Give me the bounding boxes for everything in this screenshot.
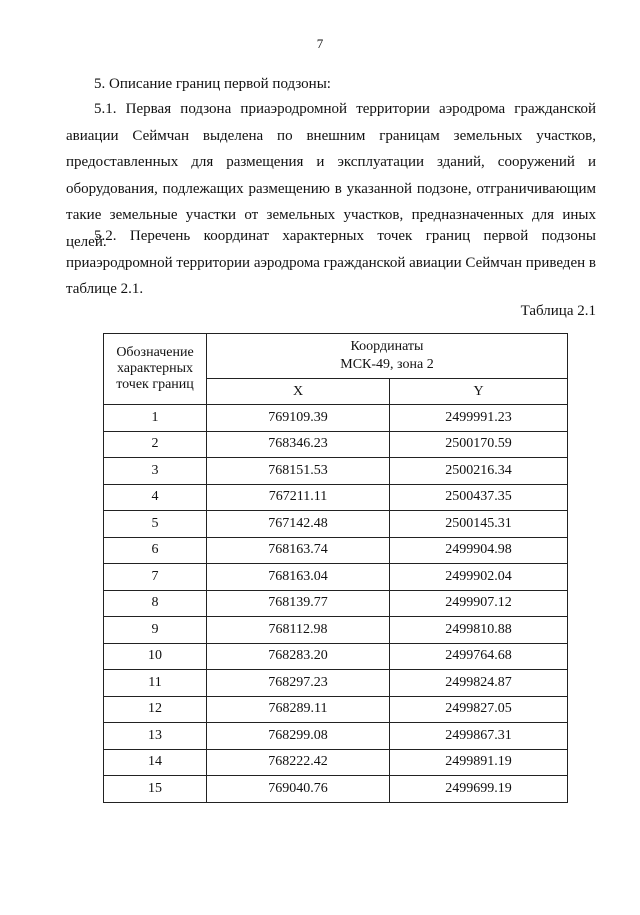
coordinates-table: [103, 333, 568, 803]
cell-point: 14: [104, 749, 207, 776]
table-row: [104, 511, 568, 538]
cell-y: 2499891.19: [390, 749, 568, 776]
cell-y: 2500145.31: [390, 511, 568, 538]
table-row: [104, 458, 568, 485]
cell-x: 769040.76: [207, 776, 390, 803]
table-row: [104, 749, 568, 776]
cell-y: 2500437.35: [390, 484, 568, 511]
cell-x: 768163.04: [207, 564, 390, 591]
cell-point: 3: [104, 458, 207, 485]
header-coordinates-title: Координаты: [350, 339, 424, 354]
table-row: [104, 617, 568, 644]
header-y: Y: [390, 379, 568, 405]
page-number: 7: [316, 36, 324, 51]
paragraph-5-2: 5.2. Перечень координат характерных точек границ первой подзоны приаэродромной территории аэродрома гражданской авиации Сеймчан приведен в таблице 2.1.: [66, 228, 596, 297]
cell-point: 9: [104, 617, 207, 644]
section-heading: 5. Описание границ первой подзоны:: [94, 76, 331, 92]
cell-y: 2499824.87: [390, 670, 568, 697]
cell-y: 2499699.19: [390, 776, 568, 803]
cell-y: 2499764.68: [390, 643, 568, 670]
table-row: [104, 484, 568, 511]
table-row: [104, 670, 568, 697]
cell-point: 2: [104, 431, 207, 458]
cell-y: 2499867.31: [390, 723, 568, 750]
paragraph-5-1: 5.1. Первая подзона приаэродромной территории аэродрома гражданской авиации Сеймчан выделена по внешним границам земельных участков, предоставленных для размещения и эксплуатации зданий, сооружений и оборудования, подлежащих размещению в указанной подзоне, отграничивающим такие земельные участки от земельных участков, предназначенных для иных целей.: [66, 101, 596, 250]
cell-x: 767142.48: [207, 511, 390, 538]
cell-point: 8: [104, 590, 207, 617]
cell-y: 2499991.23: [390, 405, 568, 432]
cell-x: 768222.42: [207, 749, 390, 776]
cell-x: 768289.11: [207, 696, 390, 723]
cell-y: 2500170.59: [390, 431, 568, 458]
cell-point: 6: [104, 537, 207, 564]
cell-y: 2500216.34: [390, 458, 568, 485]
cell-point: 13: [104, 723, 207, 750]
cell-x: 768139.77: [207, 590, 390, 617]
cell-y: 2499907.12: [390, 590, 568, 617]
cell-x: 768299.08: [207, 723, 390, 750]
table-row: [104, 537, 568, 564]
cell-y: 2499810.88: [390, 617, 568, 644]
cell-x: 768297.23: [207, 670, 390, 697]
cell-point: 7: [104, 564, 207, 591]
cell-x: 768163.74: [207, 537, 390, 564]
cell-y: 2499827.05: [390, 696, 568, 723]
cell-x: 767211.11: [207, 484, 390, 511]
cell-y: 2499902.04: [390, 564, 568, 591]
table-row: [104, 696, 568, 723]
table-row: [104, 564, 568, 591]
header-coordinate-system: МСК-49, зона 2: [340, 357, 434, 372]
cell-x: 769109.39: [207, 405, 390, 432]
header-x: X: [207, 379, 390, 405]
cell-point: 1: [104, 405, 207, 432]
table-row: [104, 723, 568, 750]
cell-point: 12: [104, 696, 207, 723]
cell-x: 768346.23: [207, 431, 390, 458]
table-caption: Таблица 2.1: [520, 303, 596, 319]
table-row: [104, 431, 568, 458]
cell-x: 768112.98: [207, 617, 390, 644]
cell-y: 2499904.98: [390, 537, 568, 564]
cell-point: 10: [104, 643, 207, 670]
table-row: [104, 776, 568, 803]
cell-x: 768283.20: [207, 643, 390, 670]
header-designation: Обозначение характерных точек границ: [104, 334, 207, 405]
cell-point: 5: [104, 511, 207, 538]
table-row: [104, 405, 568, 432]
table-row: [104, 643, 568, 670]
cell-point: 15: [104, 776, 207, 803]
cell-x: 768151.53: [207, 458, 390, 485]
header-coordinates: [207, 334, 568, 379]
cell-point: 4: [104, 484, 207, 511]
cell-point: 11: [104, 670, 207, 697]
table-row: [104, 590, 568, 617]
